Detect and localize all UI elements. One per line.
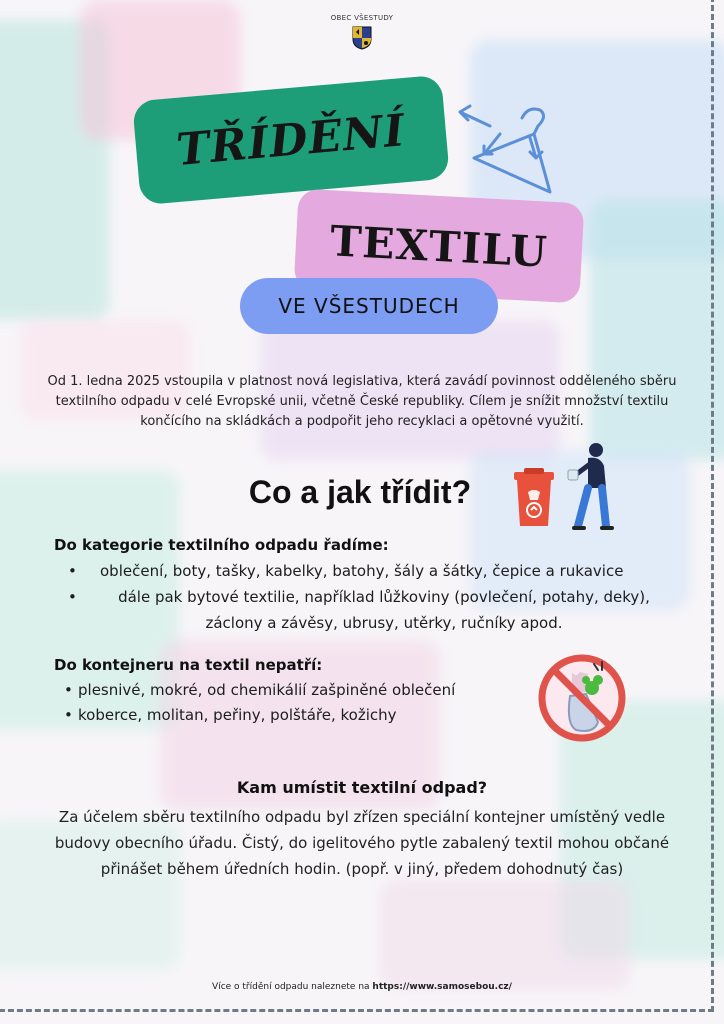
municipal-crest-icon xyxy=(352,26,372,50)
list-item: • koberce, molitan, peřiny, polštáře, kožichy xyxy=(64,703,455,728)
list-item: • dále pak bytové textilie, například lůžkoviny (povlečení, potahy, deky), záclony a závěsy, ubrusy, utěrky, ručníky apod. xyxy=(54,584,674,636)
where-paragraph: Za účelem sběru textilního odpadu byl zřízen speciální kontejner umístěný vedle budovy obecního úřadu. Čistý, do igelitového pytle zabalený textil mohou občané přinášet během úředních hodin. (popř. v jiný, předem dohodnutý čas) xyxy=(54,808,670,878)
section-heading-where: Kam umístit textilní odpad? xyxy=(236,778,488,797)
title-line1: TŘÍDĚNÍ xyxy=(174,104,408,176)
category-list xyxy=(54,558,694,636)
subtitle-pill xyxy=(240,278,498,334)
title-line2: TEXTILU xyxy=(329,215,549,277)
intro-paragraph: Od 1. ledna 2025 vstoupila v platnost nová legislativa, která zavádí povinnost odděleného sběru textilního odpadu v celé Evropské unii, včetně České republiky. Cílem je snížit množství textilu končícího na skládkách a podpořit jeho recyklaci a opětovné využití. xyxy=(47,374,677,429)
municipality-name: OBEC VŠESTUDY xyxy=(330,14,394,22)
section-heading-how: Co a jak třídit? xyxy=(248,474,472,510)
category-heading: Do kategorie textilního odpadu řadíme: xyxy=(54,536,389,554)
footer xyxy=(0,982,724,992)
not-allowed-list xyxy=(64,678,455,728)
person-throwing-icon xyxy=(566,440,622,532)
footer-text: Více o třídění odpadu naleznete na xyxy=(212,982,373,992)
no-dirty-clothes-icon xyxy=(532,650,632,746)
clothes-hanger-icon xyxy=(450,96,570,206)
recycle-bin-icon xyxy=(510,466,558,530)
subtitle: VE VŠESTUDECH xyxy=(278,294,460,318)
header xyxy=(0,14,724,50)
footer-link[interactable]: https://www.samosebou.cz/ xyxy=(372,982,512,992)
list-item: • oblečení, boty, tašky, kabelky, batohy, šály a šátky, čepice a rukavice xyxy=(54,558,694,584)
not-allowed-heading: Do kontejneru na textil nepatří: xyxy=(54,656,323,674)
list-item: • plesnivé, mokré, od chemikálií zašpiněné oblečení xyxy=(64,678,455,703)
